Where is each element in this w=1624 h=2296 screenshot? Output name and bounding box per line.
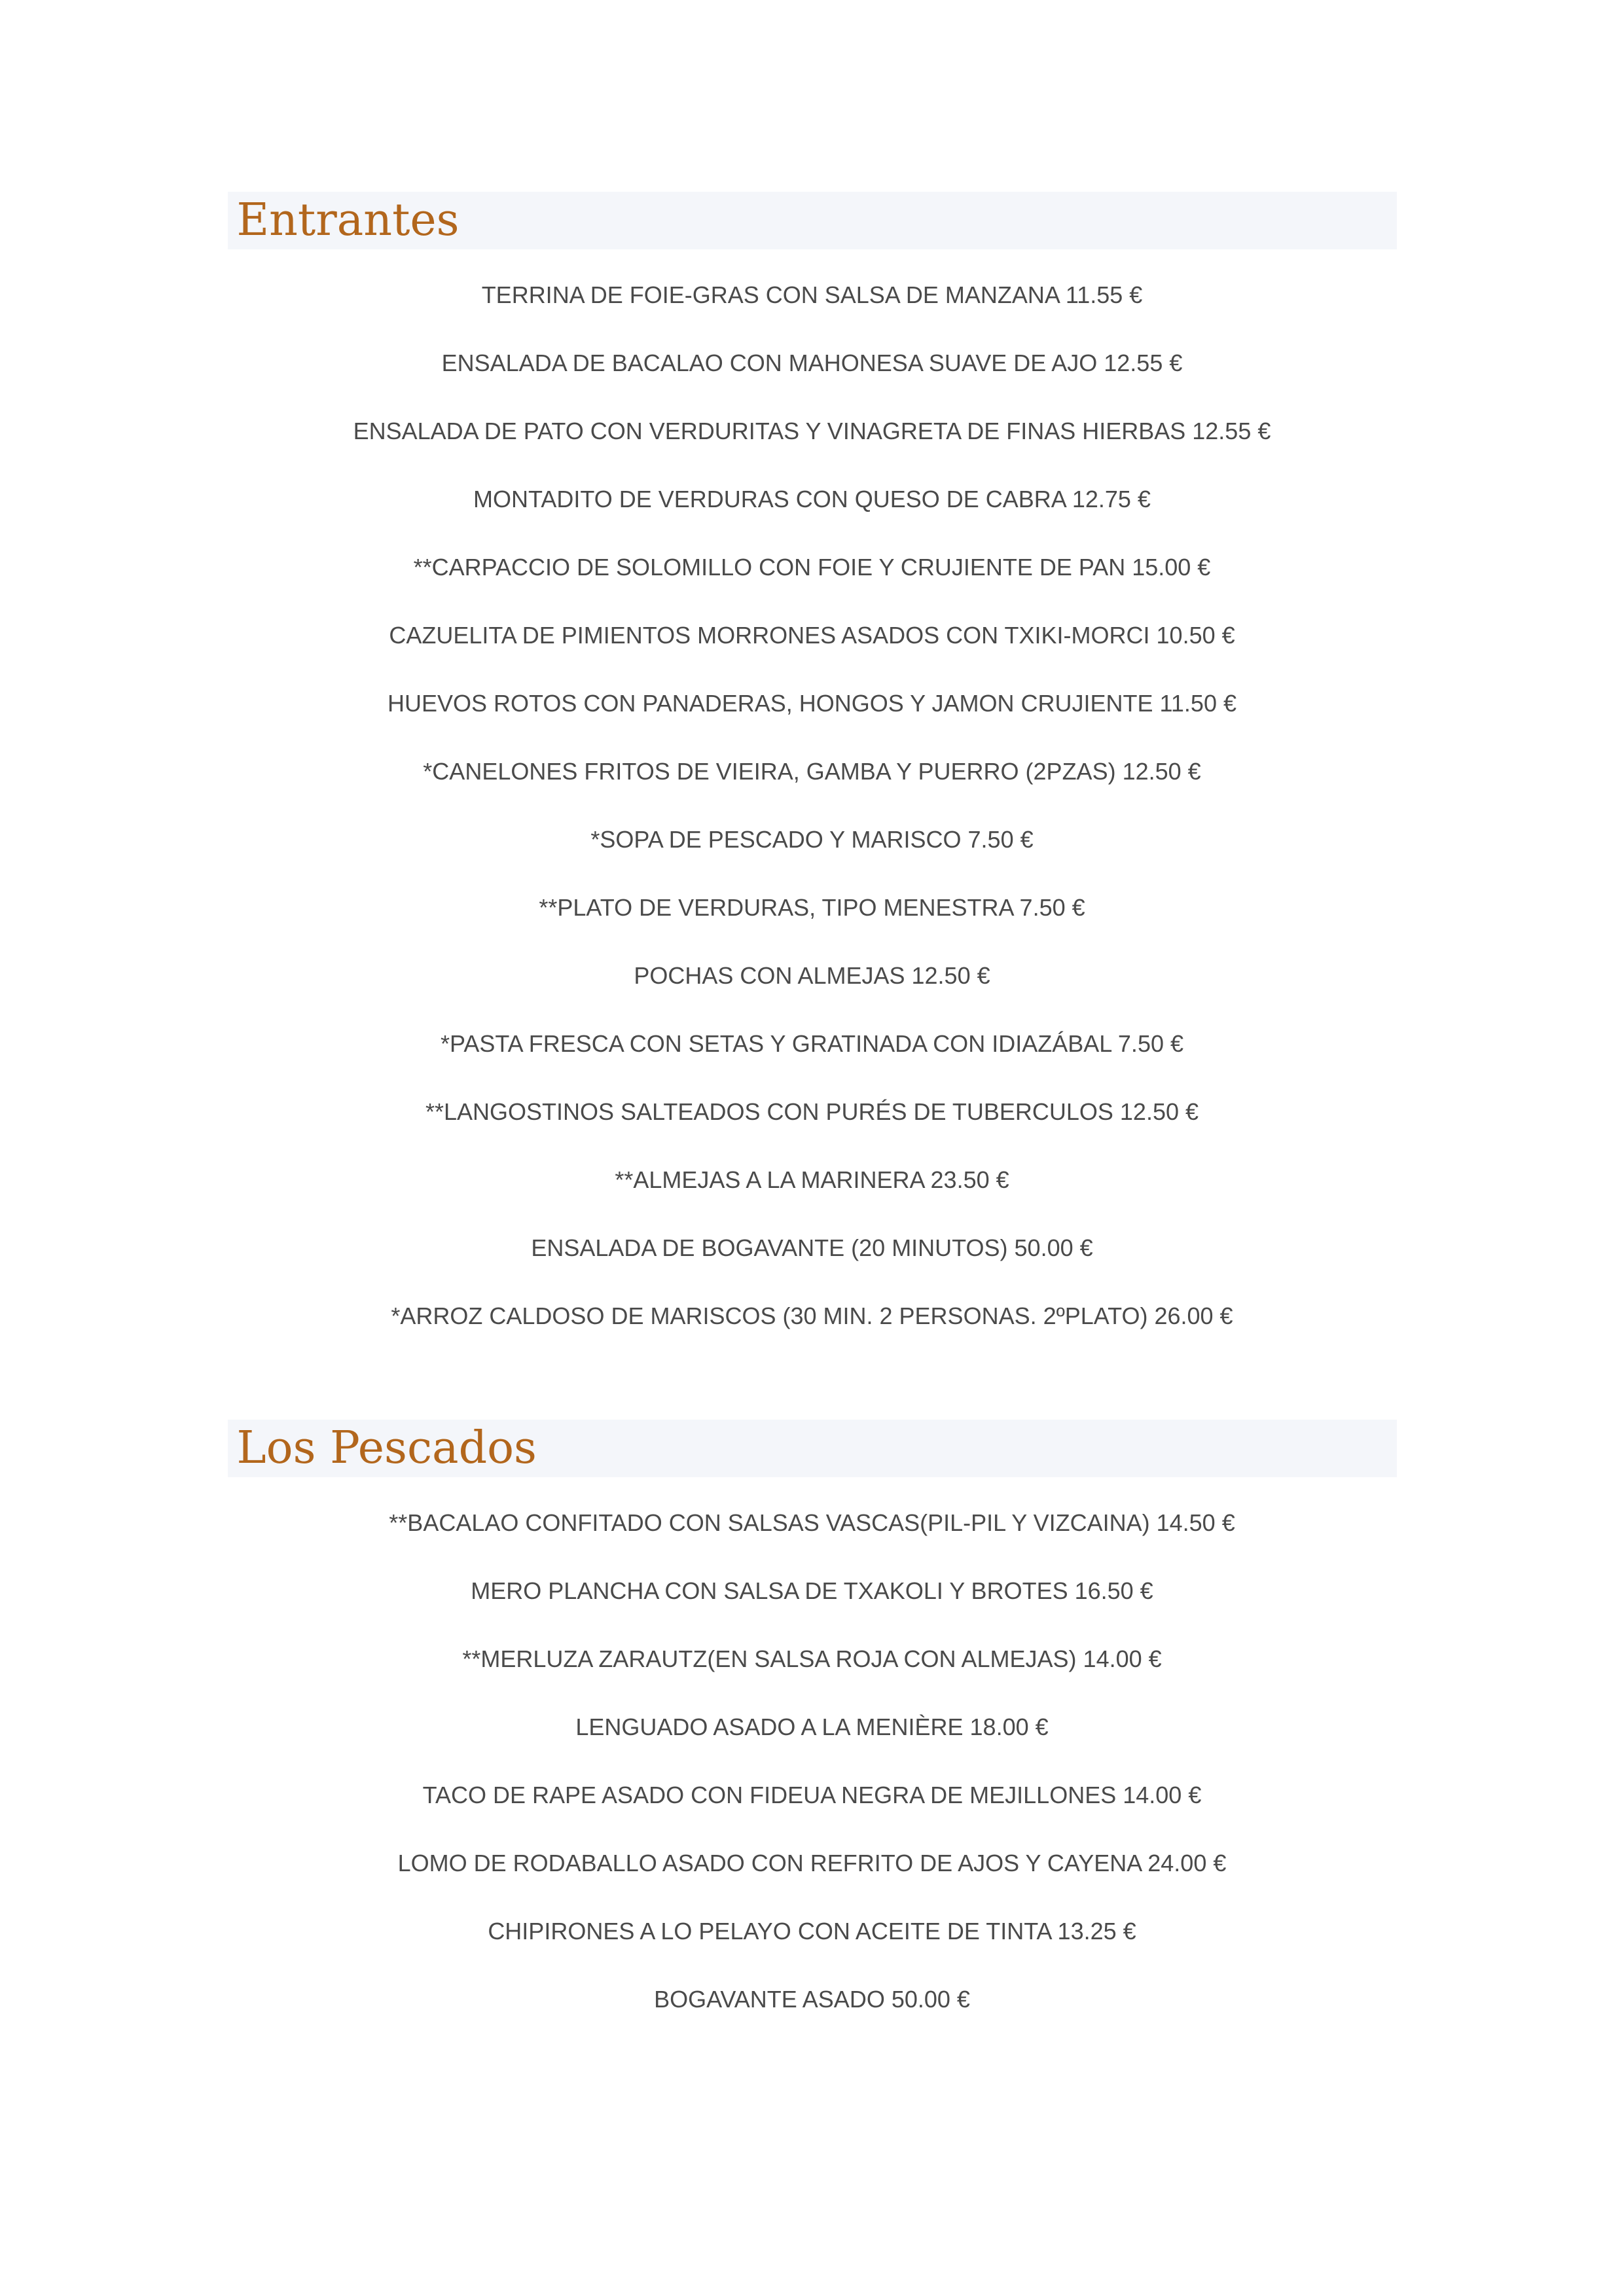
menu-item: **BACALAO CONFITADO CON SALSAS VASCAS(PIL-PIL Y VIZCAINA) 14.50 € [389, 1509, 1235, 1536]
menu-item: ENSALADA DE BOGAVANTE (20 MINUTOS) 50.00 € [531, 1234, 1093, 1261]
menu-item: MONTADITO DE VERDURAS CON QUESO DE CABRA 12.75 € [473, 486, 1151, 512]
section-title-los-pescados: Los Pescados [236, 1422, 537, 1474]
menu-item: **CARPACCIO DE SOLOMILLO CON FOIE Y CRUJIENTE DE PAN 15.00 € [413, 554, 1211, 581]
menu-item: TERRINA DE FOIE-GRAS CON SALSA DE MANZANA 11.55 € [481, 281, 1143, 308]
menu-item: LENGUADO ASADO A LA MENIÈRE 18.00 € [575, 1713, 1049, 1740]
menu-item: BOGAVANTE ASADO 50.00 € [654, 1986, 970, 2013]
menu-item: HUEVOS ROTOS CON PANADERAS, HONGOS Y JAMON CRUJIENTE 11.50 € [388, 690, 1236, 717]
menu-item: *ARROZ CALDOSO DE MARISCOS (30 MIN. 2 PERSONAS. 2ºPLATO) 26.00 € [391, 1302, 1233, 1329]
section-header-entrantes [228, 192, 1397, 249]
menu-item: *SOPA DE PESCADO Y MARISCO 7.50 € [590, 826, 1034, 853]
menu-content [228, 192, 1397, 2034]
menu-item: ENSALADA DE PATO CON VERDURITAS Y VINAGRETA DE FINAS HIERBAS 12.55 € [353, 418, 1271, 444]
menu-item: **PLATO DE VERDURAS, TIPO MENESTRA 7.50 € [539, 894, 1085, 921]
menu-item: LOMO DE RODABALLO ASADO CON REFRITO DE AJOS Y CAYENA 24.00 € [397, 1850, 1227, 1876]
menu-item: MERO PLANCHA CON SALSA DE TXAKOLI Y BROTES 16.50 € [471, 1577, 1153, 1604]
section-title-entrantes: Entrantes [236, 194, 460, 246]
menu-list-entrantes [228, 249, 1397, 1350]
menu-item: *PASTA FRESCA CON SETAS Y GRATINADA CON IDIAZÁBAL 7.50 € [440, 1030, 1184, 1057]
menu-item: POCHAS CON ALMEJAS 12.50 € [634, 962, 990, 989]
menu-item: ENSALADA DE BACALAO CON MAHONESA SUAVE DE AJO 12.55 € [441, 350, 1183, 376]
menu-item: **LANGOSTINOS SALTEADOS CON PURÉS DE TUBERCULOS 12.50 € [425, 1098, 1199, 1125]
menu-item: *CANELONES FRITOS DE VIEIRA, GAMBA Y PUERRO (2PZAS) 12.50 € [423, 758, 1201, 785]
section-header-los-pescados [228, 1420, 1397, 1477]
menu-item: **ALMEJAS A LA MARINERA 23.50 € [615, 1166, 1009, 1193]
menu-item: **MERLUZA ZARAUTZ(EN SALSA ROJA CON ALMEJAS) 14.00 € [462, 1645, 1162, 1672]
menu-list-los-pescados [228, 1477, 1397, 2034]
menu-item: CHIPIRONES A LO PELAYO CON ACEITE DE TINTA 13.25 € [488, 1918, 1136, 1945]
menu-item: CAZUELITA DE PIMIENTOS MORRONES ASADOS CON TXIKI-MORCI 10.50 € [389, 622, 1235, 649]
menu-item: TACO DE RAPE ASADO CON FIDEUA NEGRA DE MEJILLONES 14.00 € [422, 1782, 1202, 1808]
